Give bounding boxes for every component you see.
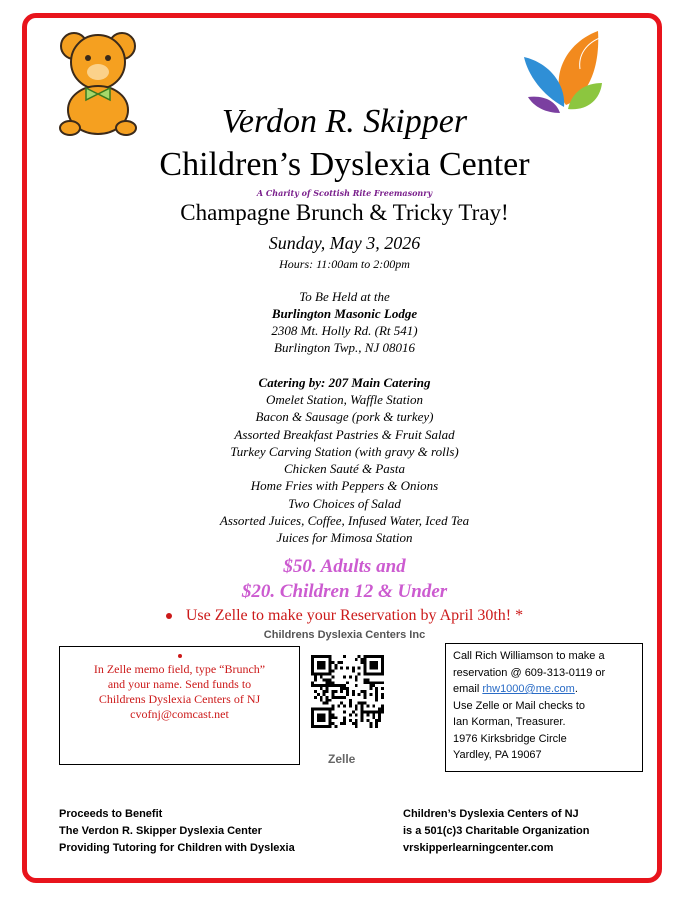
menu-item: Assorted Breakfast Pastries & Fruit Salad xyxy=(234,426,455,442)
event-name: Champagne Brunch & Tricky Tray! xyxy=(180,200,509,225)
footer-line: is a 501(c)3 Charitable Organization xyxy=(403,825,590,837)
zelle-account-name: Childrens Dyslexia Centers Inc xyxy=(263,629,426,641)
menu-item: Two Choices of Salad xyxy=(288,495,401,511)
contact-email-line: email rhw1000@me.com. xyxy=(453,683,578,695)
contact-box xyxy=(445,643,643,772)
bullet-icon xyxy=(178,654,182,658)
footer-left xyxy=(59,806,295,857)
venue-address-line-1: 2308 Mt. Holly Rd. (Rt 541) xyxy=(271,323,418,338)
catering-heading: Catering by: 207 Main Catering xyxy=(258,375,431,390)
contact-line: reservation @ 609-313-0119 or xyxy=(453,666,606,679)
zelle-qr-code[interactable] xyxy=(311,655,384,728)
title-line-2: Children’s Dyslexia Center xyxy=(159,146,530,183)
bullet-icon xyxy=(166,613,172,619)
zelle-instruction-line: In Zelle memo field, type “Brunch” xyxy=(93,662,266,676)
menu-item: Assorted Juices, Coffee, Infused Water, Iced Tea xyxy=(219,513,470,529)
reservation-notice xyxy=(0,607,689,625)
venue-label: To Be Held at the xyxy=(299,289,390,304)
footer-line: Proceeds to Benefit xyxy=(59,808,163,820)
price-children: $20. Children 12 & Under xyxy=(241,581,448,602)
contact-line: Yardley, PA 19067 xyxy=(453,749,542,761)
menu-list xyxy=(0,391,689,547)
event-hours: Hours: 11:00am to 2:00pm xyxy=(279,257,410,271)
menu-item: Bacon & Sausage (pork & turkey) xyxy=(255,409,434,425)
venue-address-line-2: Burlington Twp., NJ 08016 xyxy=(274,340,415,355)
footer-line: Children’s Dyslexia Centers of NJ xyxy=(403,808,579,820)
footer-line: The Verdon R. Skipper Dyslexia Center xyxy=(59,825,262,837)
contact-line: Call Rich Williamson to make a xyxy=(453,650,605,662)
menu-item: Home Fries with Peppers & Onions xyxy=(250,478,439,494)
reservation-notice-text: Use Zelle to make your Reservation by April 30th! * xyxy=(185,607,524,624)
zelle-instruction-email: cvofnj@comcast.net xyxy=(130,707,229,721)
contact-line: 1976 Kirksbridge Circle xyxy=(453,732,567,745)
zelle-instruction-line: and your name. Send funds to xyxy=(107,677,252,691)
zelle-instructions-box xyxy=(59,646,300,765)
zelle-instruction-line: Childrens Dyslexia Centers of NJ xyxy=(98,692,261,706)
footer-website[interactable]: vrskipperlearningcenter.com xyxy=(403,842,554,854)
menu-item: Juices for Mimosa Station xyxy=(276,530,413,546)
email-link[interactable]: rhw1000@me.com xyxy=(482,683,575,695)
contact-line: Use Zelle or Mail checks to xyxy=(453,699,586,712)
menu-item: Chicken Sauté & Pasta xyxy=(284,461,405,477)
footer-right xyxy=(403,806,589,857)
price-adults: $50. Adults and xyxy=(283,556,406,577)
event-date: Sunday, May 3, 2026 xyxy=(268,233,421,253)
zelle-logo: Zelle xyxy=(328,752,356,766)
menu-item: Turkey Carving Station (with gravy & rolls) xyxy=(230,443,459,459)
menu-item: Omelet Station, Waffle Station xyxy=(266,392,423,407)
venue-name: Burlington Masonic Lodge xyxy=(271,306,418,321)
title-line-1: Verdon R. Skipper xyxy=(221,103,468,140)
footer-line: Providing Tutoring for Children with Dyslexia xyxy=(59,842,295,854)
contact-line: Ian Korman, Treasurer. xyxy=(453,716,566,728)
charity-tagline: A Charity of Scottish Rite Freemasonry xyxy=(256,188,433,198)
